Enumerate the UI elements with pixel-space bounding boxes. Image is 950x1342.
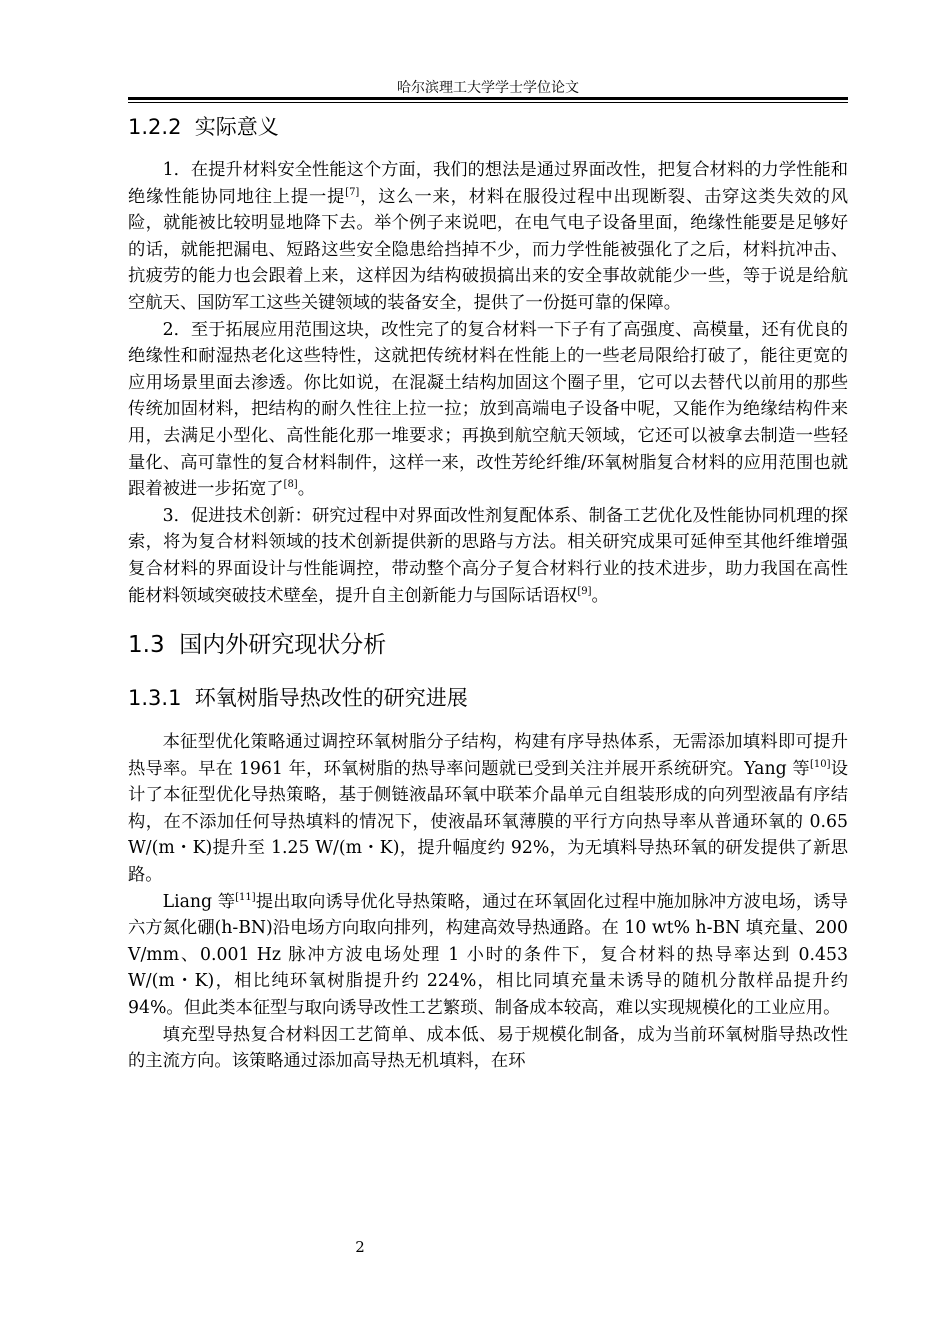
citation-11: [11] [235,891,256,903]
heading-title: 环氧树脂导热改性的研究进展 [194,686,468,711]
paragraph-orientation: Liang 等[11]提出取向诱导优化导热策略，通过在环氧固化过程中施加脉冲方波电场，诱导六方氮化硼(h-BN)沿电场方向取向排列，构建高效导热通路。在 10 wt% h-BN 填充量、200 V/mm、0.001 Hz 脉冲方波电场处理 1 小时的条件下，复合材料的热导率达到 0.453 W/(m・K)，相比纯环氧树脂提升约 224%，相比同填充量未诱导的随机分散样品提升约 94%。但此类本征型与取向诱导改性工艺繁琐、制备成本较高，难以实现规模化的工业应用。 [128,891,848,1019]
citation-10: [10] [809,758,831,770]
citation-9: [9] [577,585,592,597]
paragraph-application: 2．至于拓展应用范围这块，改性完了的复合材料一下子有了高强度、高模量，还有优良的绝缘性和耐湿热老化这些特性，这就把传统材料在性能上的一些老局限给打破了，能往更宽的应用场景里面去渗透。你比如说，在混凝土结构加固这个圈子里，它可以去替代以前用的那些传统加固材料，把结构的耐久性往上拉一拉；放到高端电子设备中呢，又能作为绝缘结构件来用，去满足小型化、高性能化那一堆要求；再换到航空航天领域，它还可以被拿去制造一些轻量化、高可靠性的复合材料制件，这样一来，改性芳纶纤维/环氧树脂复合材料的应用范围也就跟着被进一步拓宽了[8]。 [128,319,848,500]
paragraph-intrinsic: 本征型优化策略通过调控环氧树脂分子结构，构建有序导热体系，无需添加填料即可提升热导率。早在 1961 年，环氧树脂的热导率问题就已受到关注并展开系统研究。Yang 等[10]设计了本征型优化导热策略，基于侧链液晶环氧中联苯介晶单元自组装形成的向列型液晶有序结构，在不添加任何导热填料的情况下，使液晶环氧薄膜的平行方向热导率从普通环氧的 0.65 W/(m・K)提升至 1.25 W/(m・K)，提升幅度约 92%，为无填料导热环氧的研发提供了新思路。 [128,732,848,886]
citation-7: [7] [345,186,360,198]
heading-title: 实际意义 [194,115,279,139]
page-number: 2 [355,1238,365,1256]
heading-number: 1.2.2 [128,115,182,139]
citation-8: [8] [283,479,298,491]
heading-1-2-2 [128,112,848,142]
running-header: 哈尔滨理工大学学士学位论文 [397,80,579,96]
heading-number: 1.3.1 [128,686,182,711]
paragraph-filler: 填充型导热复合材料因工艺简单、成本低、易于规模化制备，成为当前环氧树脂导热改性的主流方向。该策略通过添加高导热无机填料，在环 [128,1024,848,1072]
heading-1-3 [128,629,848,661]
page-content [128,112,848,1075]
paragraph-innovation: 3．促进技术创新：研究过程中对界面改性剂复配体系、制备工艺优化及性能协同机理的探索，将为复合材料领域的技术创新提供新的思路与方法。相关研究成果可延伸至其他纤维增强复合材料的界面设计与性能调控，带动整个高分子复合材料行业的技术进步，助力我国在高性能材料领域突破技术壁垒，提升自主创新能力与国际话语权[9]。 [128,505,848,606]
heading-1-3-1 [128,683,848,713]
heading-number: 1.3 [128,632,165,659]
header-rule-thin [128,102,848,103]
paragraph-safety: 1．在提升材料安全性能这个方面，我们的想法是通过界面改性，把复合材料的力学性能和绝缘性能协同地往上提一提[7]，这么一来，材料在服役过程中出现断裂、击穿这类失效的风险，就能被比较明显地降下去。举个例子来说吧，在电气电子设备里面，绝缘性能要是足够好的话，就能把漏电、短路这些安全隐患给挡掉不少，而力学性能被强化了之后，材料抗冲击、抗疲劳的能力也会跟着上来，这样因为结构破损搞出来的安全事故就能少一些，等于说是给航空航天、国防军工这些关键领域的装备安全，提供了一份挺可靠的保障。 [128,160,848,313]
header-rule-thick [128,97,848,100]
heading-title: 国内外研究现状分析 [179,632,387,659]
